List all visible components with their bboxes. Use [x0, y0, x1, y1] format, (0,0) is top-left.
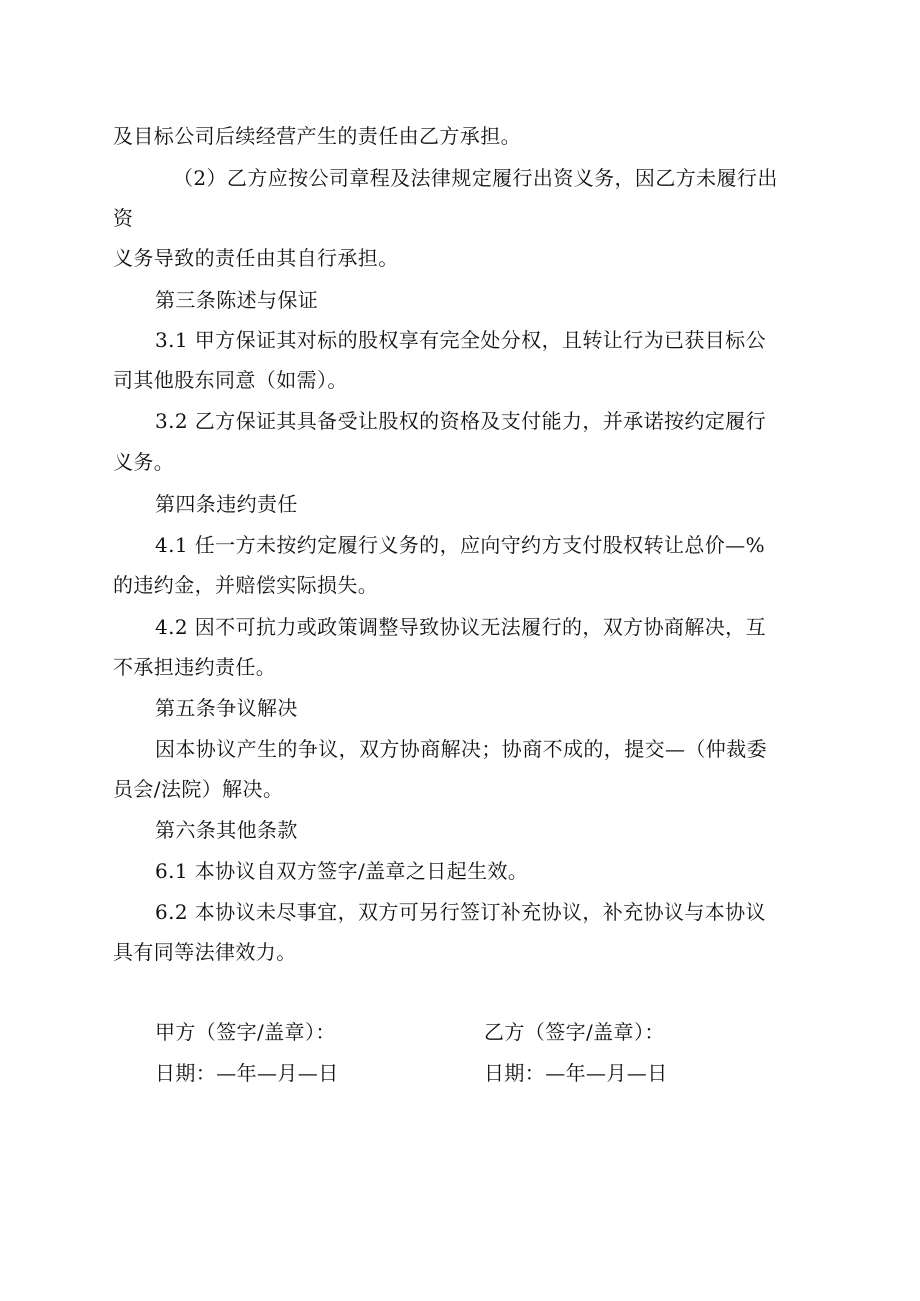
text-line: 6.2 本协议未尽事宜，双方可另行签订补充协议，补充协议与本协议 [155, 900, 766, 924]
text-line: 3.1 甲方保证其对标的股权享有完全处分权，且转让行为已获目标公 [155, 328, 766, 352]
section-heading: 第六条其他条款 [155, 818, 298, 842]
text-line: 义务导致的责任由其自行承担。 [113, 246, 399, 270]
section-heading: 第三条陈述与保证 [155, 288, 319, 312]
text-line: 义务。 [113, 450, 175, 474]
text-line: 因本协议产生的争议，双方协商解决；协商不成的，提交—（仲裁委 [155, 737, 767, 761]
party-a-signature-label: 甲方（签字/盖章）： [155, 1020, 336, 1044]
text-line: 司其他股东同意（如需）。 [113, 368, 348, 392]
text-line: 4.1 任一方未按约定履行义务的，应向守约方支付股权转让总价—% [155, 533, 765, 557]
section-heading: 第四条违约责任 [155, 492, 298, 516]
text-line: （2）乙方应按公司章程及法律规定履行出资义务，因乙方未履行出 [173, 166, 778, 190]
text-line: 3.2 乙方保证其具备受让股权的资格及支付能力，并承诺按约定履行 [155, 409, 766, 433]
text-line: 资 [113, 206, 134, 230]
text-line: 及目标公司后续经营产生的责任由乙方承担。 [113, 124, 521, 148]
text-line: 6.1 本协议自双方签字/盖章之日起生效。 [155, 859, 529, 883]
text-line: 不承担违约责任。 [113, 655, 277, 679]
section-heading: 第五条争议解决 [155, 696, 298, 720]
party-b-date: 日期：—年—月—日 [484, 1061, 668, 1085]
text-line: 4.2 因不可抗力或政策调整导致协议无法履行的，双方协商解决，互 [155, 615, 766, 639]
text-line: 的违约金，并赔偿实际损失。 [113, 573, 379, 597]
party-a-date: 日期：—年—月—日 [155, 1061, 339, 1085]
text-line: 具有同等法律效力。 [113, 940, 297, 964]
party-b-signature-label: 乙方（签字/盖章）： [484, 1020, 665, 1044]
text-line: 员会/法院）解决。 [113, 777, 284, 801]
